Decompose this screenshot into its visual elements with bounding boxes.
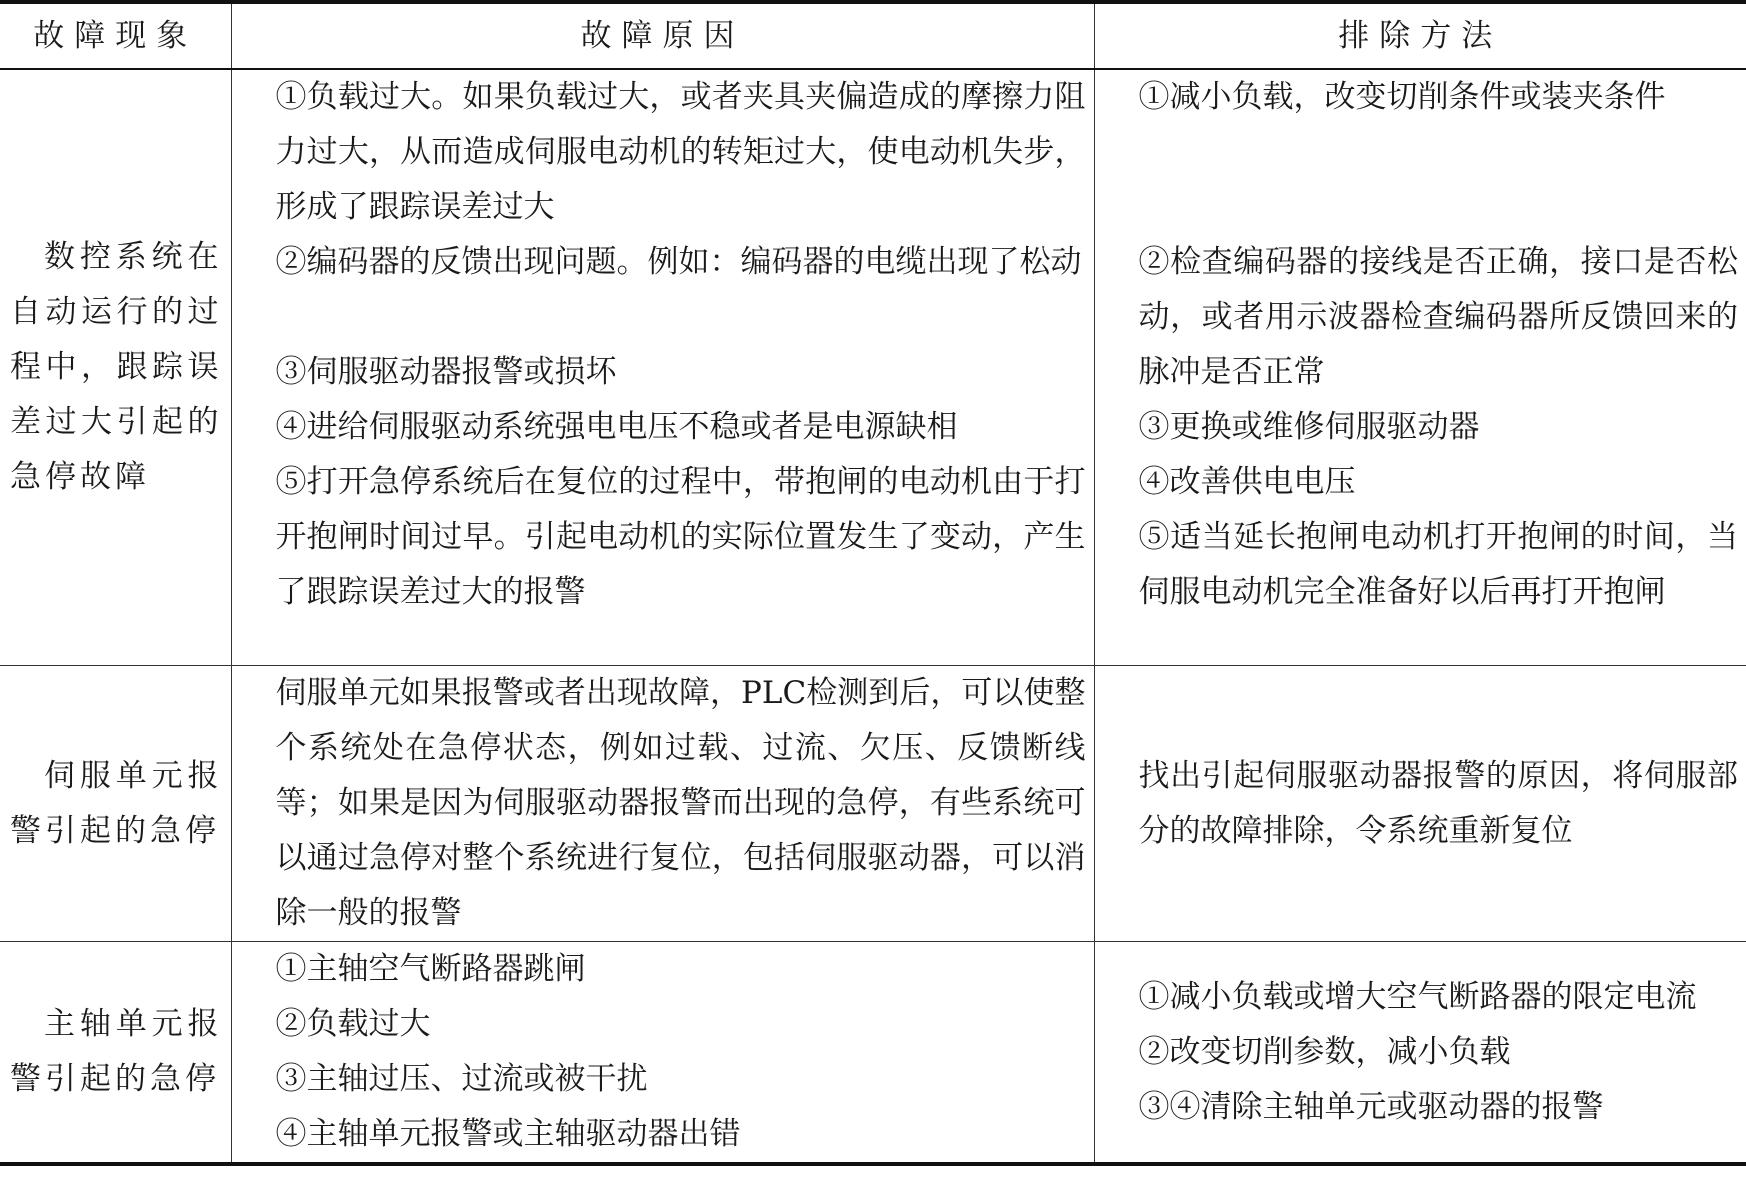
cause-item: ③主轴过压、过流或被干扰 [275,1061,648,1097]
fix-item: ②检查编码器的接线是否正确，接口是否松动，或者用示波器检查编码器所反馈回来的脉冲是否正常 [1138,244,1738,390]
fix-item: 找出引起伺服驱动器报警的原因，将伺服部分的故障排除，令系统重新复位 [1138,757,1738,849]
cause-item: ①主轴空气断路器跳闸 [275,951,586,987]
fix-item: ②改变切削参数，减小负载 [1138,1033,1511,1070]
table-header [0,2,1746,69]
cause-item: ⑤打开急停系统后在复位的过程中，带抱闸的电动机由于打开抱闸时间过早。引起电动机的实际位置发生了变动，产生了跟踪误差过大的报警 [275,464,1086,610]
spacer [1105,180,1739,235]
fix-item: ①减小负载或增大空气断路器的限定电流 [1138,978,1697,1015]
cause-item: ④主轴单元报警或主轴驱动器出错 [275,1116,741,1152]
symptom-text: 伺服单元报警引起的急停 [10,757,223,849]
header-cause: 故障原因 [231,2,1094,69]
table-row [0,942,1746,1165]
table-row [0,69,1746,666]
spacer [1105,125,1739,180]
cause-item: ②负载过大 [275,1006,431,1042]
cause-item: ②编码器的反馈出现问题。例如：编码器的电缆出现了松动 [275,244,1082,280]
header-symptom: 故障现象 [0,2,231,69]
cause-item: ④进给伺服驱动系统强电电压不稳或者是电源缺相 [275,409,958,445]
header-fix: 排除方法 [1094,2,1746,69]
symptom-cell [0,942,231,1165]
fix-item: ④改善供电电压 [1138,464,1356,500]
cause-cell [231,942,1094,1165]
fix-item: ①减小负载，改变切削条件或装夹条件 [1138,79,1666,115]
table-row [0,666,1746,942]
fix-item: ③④清除主轴单元或驱动器的报警 [1138,1088,1604,1125]
fix-item: ③更换或维修伺服驱动器 [1138,409,1480,445]
cause-cell [231,666,1094,942]
fix-cell [1094,666,1746,942]
symptom-cell [0,69,231,666]
cause-item: 伺服单元如果报警或者出现故障，PLC检测到后，可以使整个系统处在急停状态，例如过载、过流、欠压、反馈断线等；如果是因为伺服驱动器报警而出现的急停，有些系统可以通过急停对整个系统进行复位，包括伺服驱动器，可以消除一般的报警 [275,675,1086,931]
header-row [0,2,1746,69]
fix-cell [1094,942,1746,1165]
symptom-text: 主轴单元报警引起的急停 [10,1006,223,1097]
symptom-cell [0,666,231,942]
spacer [242,290,1086,345]
cause-cell [231,69,1094,666]
cause-item: ③伺服驱动器报警或损坏 [275,354,617,390]
fix-cell [1094,69,1746,666]
symptom-text: 数控系统在自动运行的过程中，跟踪误差过大引起的急停故障 [10,239,223,495]
cause-item: ①负载过大。如果负载过大，或者夹具夹偏造成的摩擦力阻力过大，从而造成伺服电动机的转矩过大，使电动机失步，形成了跟踪误差过大 [275,79,1086,225]
fix-item: ⑤适当延长抱闸电动机打开抱闸的时间，当伺服电动机完全准备好以后再打开抱闸 [1138,519,1738,610]
table-body [0,69,1746,1164]
